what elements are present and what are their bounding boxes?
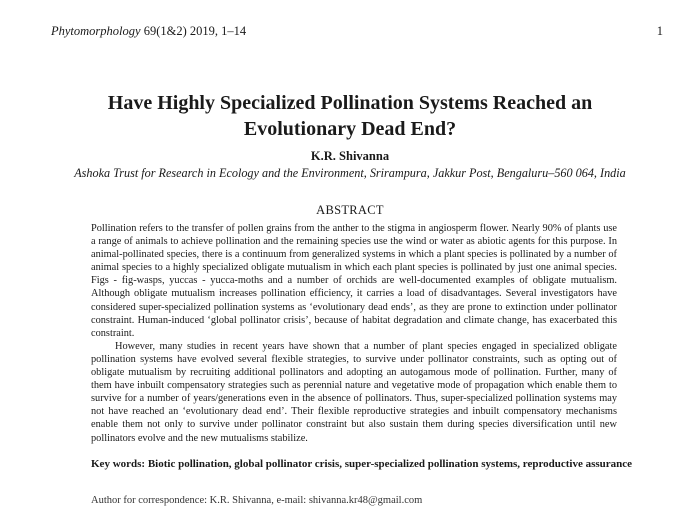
page-number: 1 bbox=[656, 24, 663, 38]
journal-name: Phytomorphology bbox=[51, 24, 141, 38]
correspondence-note: Author for correspondence: K.R. Shivanna, e-mail: shivanna.kr48@gmail.com bbox=[91, 495, 423, 506]
author-affiliation: Ashoka Trust for Research in Ecology and the Environment, Srirampura, Jakkur Post, Bengaluru–560 064, India bbox=[74, 166, 626, 180]
journal-citation: 69(1&2) 2019, 1–14 bbox=[140, 24, 247, 38]
keywords: Key words: Biotic pollination, global pollinator crisis, super-specialized pollination systems, reproductive assurance bbox=[91, 458, 633, 470]
abstract-paragraph-1: Pollination refers to the transfer of pollen grains from the anther to the stigma in angiosperm flower. Nearly 90% of plants use a range of animals to achieve pollination and the remaining species use the wind or water as abiotic agents for this purpose. In animal-pollinated species, there is a continuum from generalized systems in which a plant species is pollinated by a number of animal species to a highly specialized obligate mutualism in which each plant species is pollinated by just one animal species. Figs - fig-wasps, yuccas - yucca-moths and a number of orchids are well-documented examples of obligate mutualism. Although obligate mutualism increases pollination efficiency, it carries a load of disadvantages. Several investigators have considered super-specialized pollination systems as ‘evolutionary dead ends’, as they are prone to extinction under pollinator constraint. Human-induced ‘global pollinator crisis’, because of habitat degradation and climate change, has exacerbated this constraint. bbox=[91, 223, 617, 339]
paper-title: Have Highly Specialized Pollination Systems Reached an Evolutionary Dead End? bbox=[107, 92, 593, 140]
abstract-body bbox=[91, 222, 617, 445]
running-head bbox=[51, 24, 246, 39]
abstract-paragraph-2: However, many studies in recent years have shown that a number of plant species engaged in specialized obligate pollination systems have evolved several flexible strategies, to survive under pollinator constraints, such as opting out of obligate mutualism by recruiting additional pollinators and adopting an autogamous mode of pollination. Further, many of them have inbuilt compensatory strategies such as perennial nature and vegetative mode of propagation which enable them to survive for a number of years/generations even in the absence of pollinators. Thus, super-specialized pollination systems may not have reached an ‘evolutionary dead end’. Their flexible reproductive strategies and inbuilt compensatory mechanisms enable them not only to survive under pollinator constraint but also sustain them during species diversification until new pollinators evolve and the new mutualisms stabilize. bbox=[91, 340, 617, 444]
author-name: K.R. Shivanna bbox=[310, 149, 390, 163]
abstract-heading: ABSTRACT bbox=[316, 203, 384, 217]
